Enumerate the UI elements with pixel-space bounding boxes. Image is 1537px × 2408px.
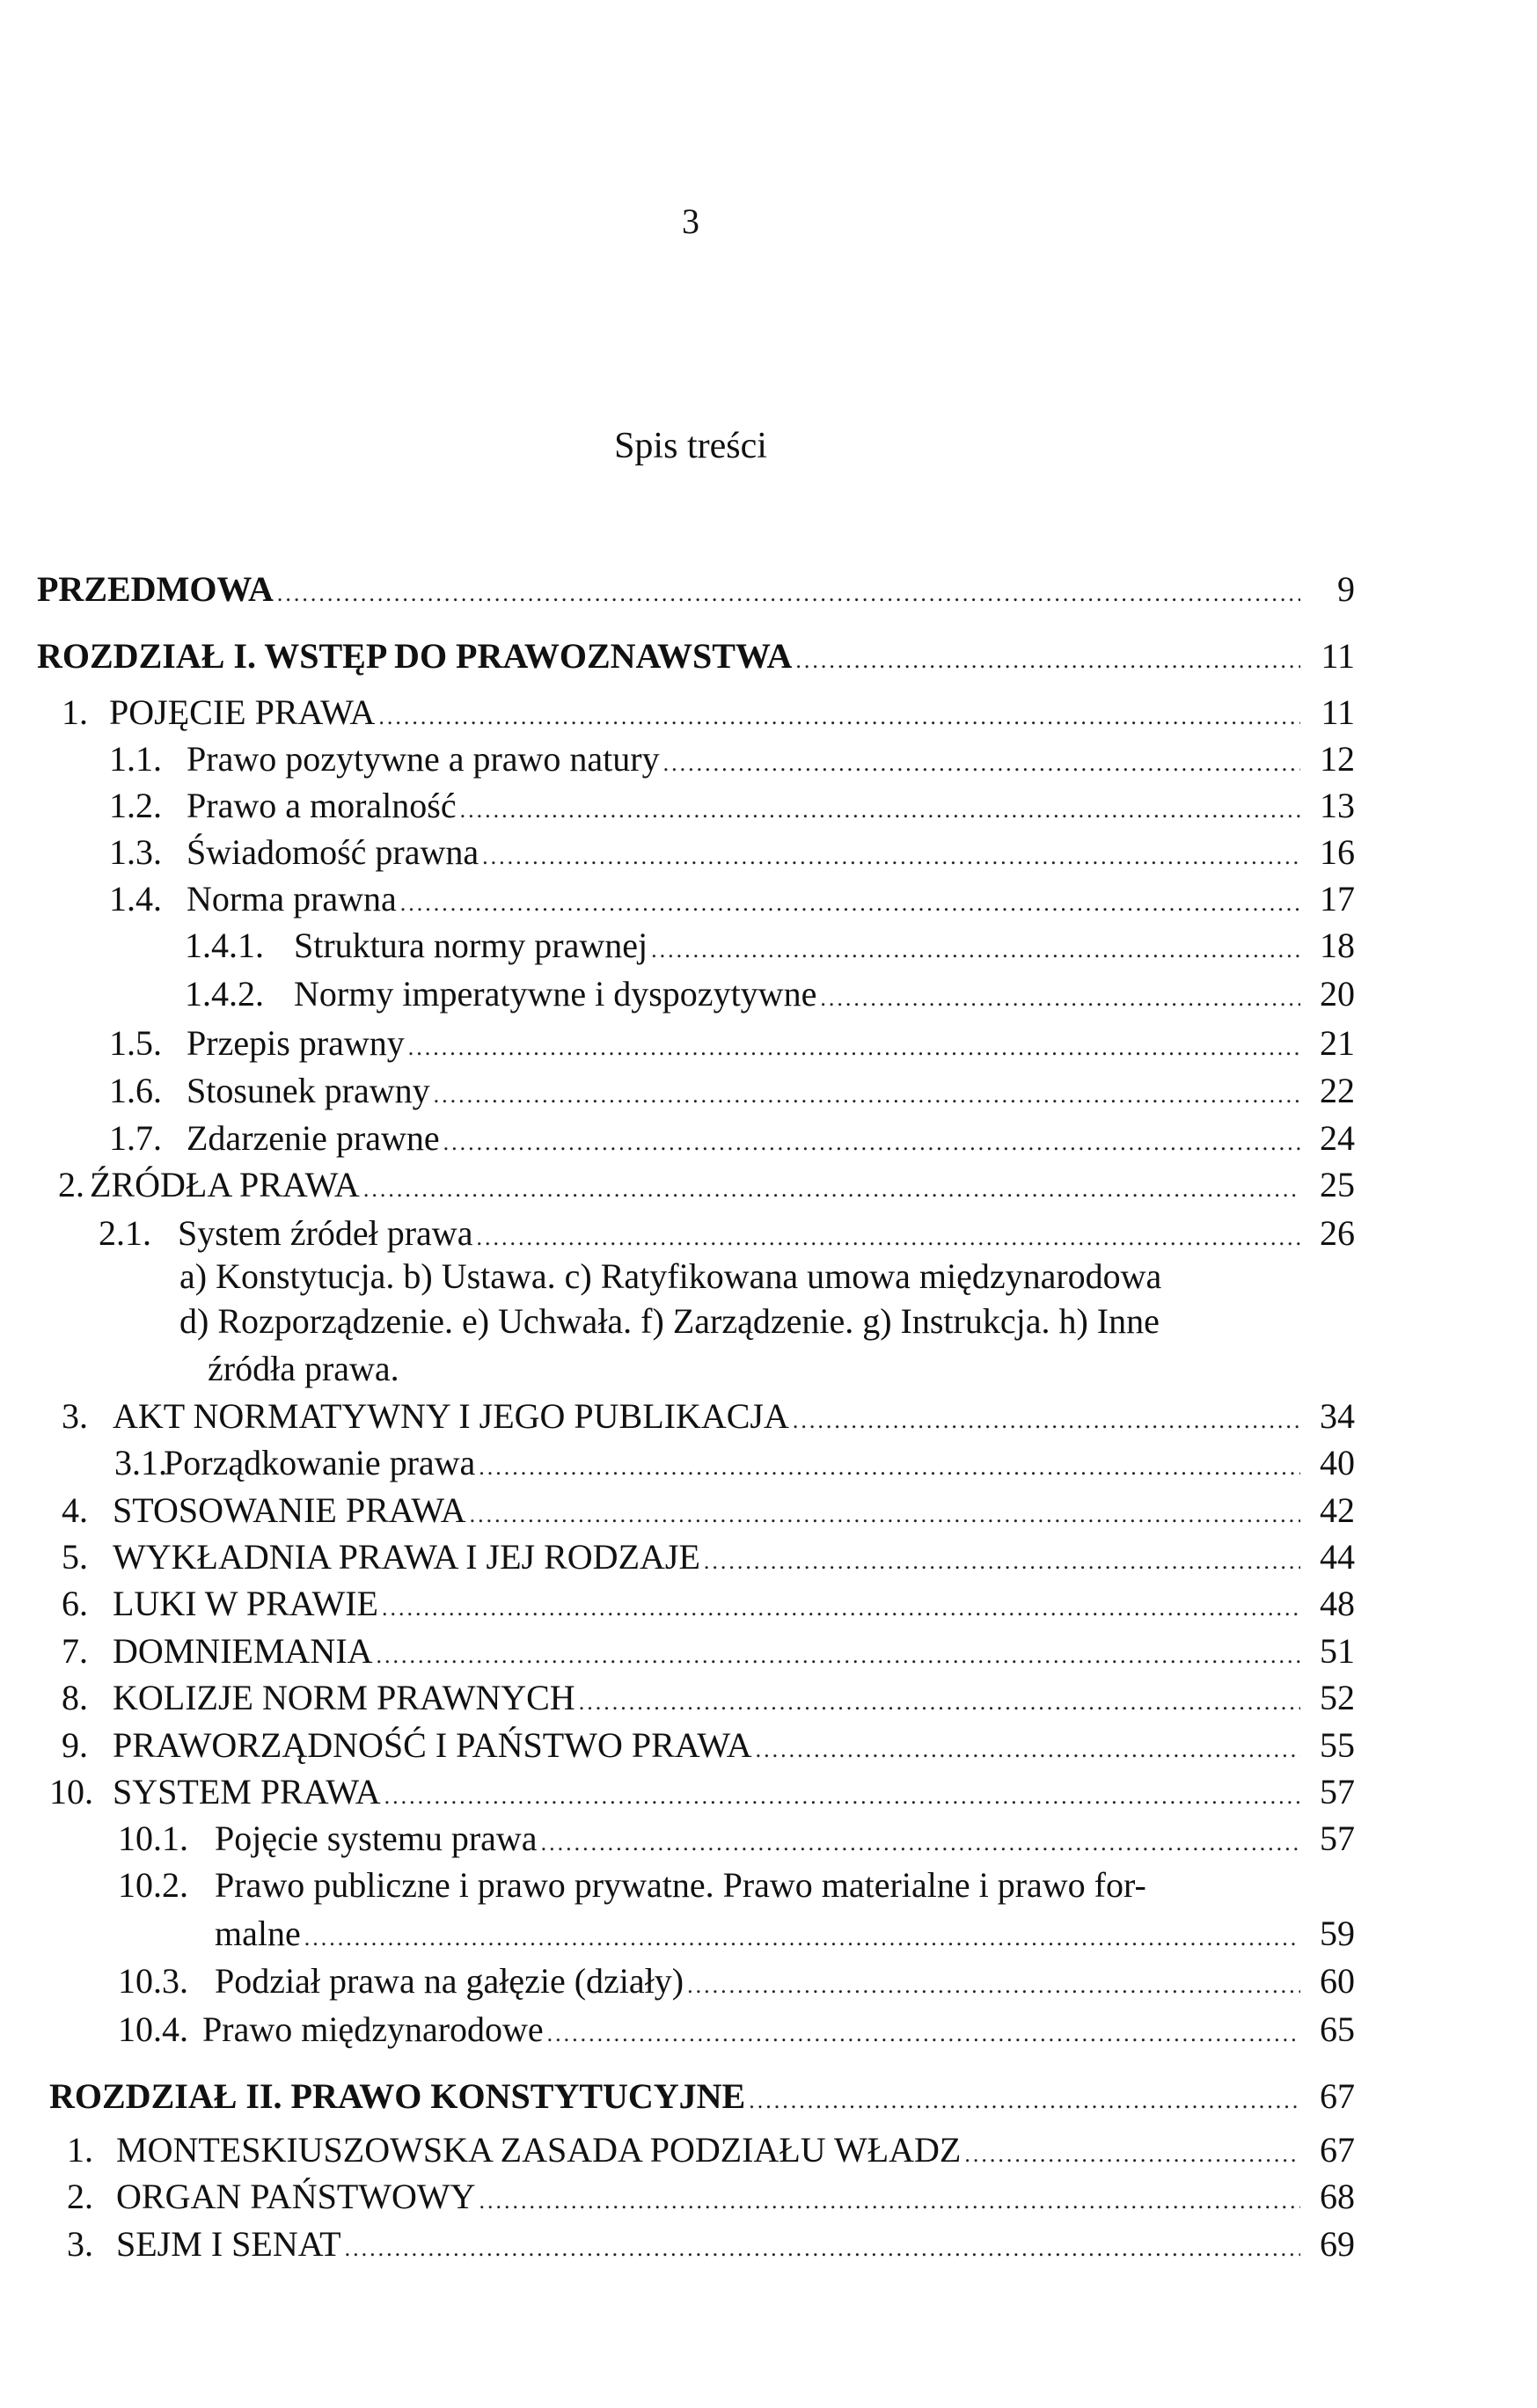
toc-entry-10[interactable]	[49, 1771, 1355, 1818]
leader-dots	[482, 836, 1300, 878]
entry-label: ŹRÓDŁA PRAWA	[90, 1165, 360, 1204]
sources-list-line: a) Konstytucja. b) Ustawa. c) Ratyfikowana umowa międzynarodowa	[179, 1256, 1162, 1296]
entry-page: 21	[1320, 1023, 1355, 1063]
toc-entry-4[interactable]	[62, 1489, 1355, 1536]
entry-number: 1.	[62, 692, 88, 732]
entry-number: 1.7.	[109, 1118, 162, 1158]
entry-number: 8.	[62, 1678, 88, 1717]
entry-number: 1.	[67, 2130, 93, 2170]
leader-dots	[704, 1541, 1300, 1583]
toc-entry-1-7[interactable]	[109, 1117, 1355, 1164]
toc-entry-przedmowa[interactable]	[37, 568, 1355, 615]
toc-entry-1-4[interactable]	[109, 878, 1355, 925]
entry-page: 18	[1320, 926, 1355, 965]
toc-entry-10-1[interactable]	[118, 1818, 1355, 1864]
entry-page: 13	[1320, 786, 1355, 825]
entry-label: Porządkowanie prawa	[164, 1443, 476, 1482]
entry-label: Zdarzenie prawne	[187, 1118, 440, 1158]
sources-list-line: źródła prawa.	[208, 1349, 399, 1388]
entry-page: 69	[1320, 2224, 1355, 2264]
toc-entry-ii-3[interactable]	[67, 2223, 1355, 2270]
leader-dots	[793, 1400, 1300, 1442]
entry-number: 3.1.	[114, 1443, 167, 1482]
leader-dots	[479, 2180, 1300, 2222]
toc-entry-3[interactable]	[62, 1395, 1355, 1442]
toc-entry-ii-1[interactable]	[67, 2129, 1355, 2176]
toc-entry-10-2[interactable]	[118, 1864, 1146, 1907]
leader-dots	[345, 2228, 1300, 2270]
toc-entry-ii-2[interactable]	[67, 2176, 1355, 2222]
entry-number: 1.4.2.	[185, 974, 264, 1014]
toc-entry-7[interactable]	[62, 1630, 1355, 1677]
entry-number: 10.3.	[118, 1961, 188, 2001]
entry-page: 59	[1320, 1914, 1355, 1953]
leader-dots	[408, 1027, 1300, 1069]
entry-number: 3.	[67, 2224, 93, 2264]
entry-label: System źródeł prawa	[178, 1213, 473, 1253]
toc-entry-9[interactable]	[62, 1724, 1355, 1771]
toc-entry-1[interactable]	[62, 692, 1355, 738]
entry-label: Przepis prawny	[187, 1023, 405, 1063]
entry-page: 48	[1320, 1584, 1355, 1623]
entry-number: 4.	[62, 1490, 88, 1530]
leader-dots	[377, 1635, 1300, 1677]
entry-page: 44	[1320, 1537, 1355, 1577]
entry-label: MONTESKIUSZOWSKA ZASADA PODZIAŁU WŁADZ	[116, 2130, 962, 2170]
entry-label: KOLIZJE NORM PRAWNYCH	[113, 1678, 575, 1717]
leader-dots	[541, 1822, 1300, 1864]
entry-label: ROZDZIAŁ I. WSTĘP DO PRAWOZNAWSTWA	[37, 636, 793, 676]
leader-dots	[579, 1681, 1300, 1724]
entry-number: 10.	[49, 1772, 93, 1811]
toc-entry-rozdzial-2[interactable]	[49, 2075, 1355, 2122]
entry-label: STOSOWANIE PRAWA	[113, 1490, 466, 1530]
entry-page: 57	[1320, 1772, 1355, 1811]
leader-dots	[304, 1917, 1300, 1959]
entry-label: WYKŁADNIA PRAWA I JEJ RODZAJE	[113, 1537, 700, 1577]
toc-entry-1-4-1[interactable]	[185, 925, 1355, 971]
leader-dots	[443, 1122, 1300, 1164]
leader-dots	[460, 789, 1300, 831]
entry-number: 6.	[62, 1584, 88, 1623]
entry-label: PRAWORZĄDNOŚĆ I PAŃSTWO PRAWA	[113, 1725, 752, 1765]
entry-page: 34	[1320, 1396, 1355, 1436]
toc-title: Spis treści	[614, 426, 767, 466]
entry-label: malne	[215, 1914, 301, 1953]
entry-label: DOMNIEMANIA	[113, 1631, 373, 1671]
entry-number: 9.	[62, 1725, 88, 1765]
toc-entry-2-1[interactable]	[99, 1212, 1355, 1259]
entry-page: 16	[1320, 832, 1355, 872]
entry-number: 10.4.	[118, 2009, 188, 2049]
toc-entry-5[interactable]	[62, 1536, 1355, 1583]
leader-dots	[663, 743, 1300, 785]
entry-number: 3.	[62, 1396, 88, 1436]
entry-number: 7.	[62, 1631, 88, 1671]
entry-label: SYSTEM PRAWA	[113, 1772, 381, 1811]
leader-dots	[820, 977, 1300, 1020]
entry-number: 1.1.	[109, 739, 162, 779]
entry-page: 67	[1320, 2076, 1355, 2116]
toc-entry-3-1[interactable]	[114, 1442, 1355, 1489]
entry-page: 60	[1320, 1961, 1355, 2001]
sources-list-line: d) Rozporządzenie. e) Uchwała. f) Zarządzenie. g) Instrukcja. h) Inne	[179, 1301, 1160, 1341]
entry-label: Podział prawa na gałęzie (działy)	[215, 1961, 684, 2001]
entry-label: Norma prawna	[187, 879, 397, 919]
entry-label: Prawo a moralność	[187, 786, 457, 825]
entry-label: Prawo międzynarodowe	[202, 2009, 544, 2049]
toc-entry-10-3[interactable]	[118, 1960, 1355, 2007]
entry-label: POJĘCIE PRAWA	[109, 692, 376, 732]
leader-dots	[382, 1587, 1300, 1629]
toc-entry-rozdzial-1[interactable]	[37, 635, 1355, 682]
toc-entry-1-1[interactable]	[109, 738, 1355, 785]
leader-dots	[749, 2080, 1300, 2122]
entry-number: 1.4.1.	[185, 926, 264, 965]
entry-number: 10.1.	[118, 1819, 188, 1858]
leader-dots	[476, 1217, 1300, 1259]
leader-dots	[651, 929, 1300, 971]
entry-number: 10.2.	[118, 1865, 188, 1905]
entry-label: Stosunek prawny	[187, 1071, 430, 1110]
entry-page: 55	[1320, 1725, 1355, 1765]
entry-number: 1.3.	[109, 832, 162, 872]
entry-number: 2.1.	[99, 1213, 151, 1253]
entry-page: 68	[1320, 2177, 1355, 2216]
entry-page: 26	[1320, 1213, 1355, 1253]
entry-label: Struktura normy prawnej	[294, 926, 648, 965]
entry-page: 25	[1320, 1165, 1355, 1204]
entry-label: AKT NORMATYWNY I JEGO PUBLIKACJA	[113, 1396, 789, 1436]
toc-entry-1-4-2[interactable]	[185, 973, 1355, 1020]
entry-page: 42	[1320, 1490, 1355, 1530]
toc-entry-1-2[interactable]	[109, 785, 1355, 831]
toc-entry-10-2-cont[interactable]	[215, 1913, 1355, 1959]
entry-page: 11	[1321, 636, 1355, 676]
entry-page: 9	[1337, 569, 1355, 609]
toc-entry-1-6[interactable]	[109, 1070, 1355, 1116]
entry-page: 12	[1320, 739, 1355, 779]
toc-entry-2[interactable]	[58, 1164, 1355, 1211]
entry-label: ORGAN PAŃSTWOWY	[116, 2177, 476, 2216]
entry-page: 65	[1320, 2009, 1355, 2049]
entry-page: 20	[1320, 974, 1355, 1014]
entry-label: Świadomość prawna	[187, 832, 479, 872]
entry-page: 57	[1320, 1819, 1355, 1858]
entry-page: 40	[1320, 1443, 1355, 1482]
entry-label: Prawo publiczne i prawo prywatne. Prawo materialne i prawo for-	[215, 1865, 1146, 1905]
leader-dots	[378, 696, 1300, 738]
entry-label: SEJM I SENAT	[116, 2224, 341, 2264]
entry-label: LUKI W PRAWIE	[113, 1584, 378, 1623]
entry-label: Prawo pozytywne a prawo natury	[187, 739, 660, 779]
entry-page: 52	[1320, 1678, 1355, 1717]
leader-dots	[363, 1168, 1300, 1211]
leader-dots	[470, 1494, 1300, 1536]
entry-number: 1.4.	[109, 879, 162, 919]
page-number: 3	[682, 201, 699, 241]
leader-dots	[479, 1446, 1300, 1489]
entry-number: 2.	[58, 1165, 84, 1204]
toc-entry-1-5[interactable]	[109, 1022, 1355, 1069]
leader-dots	[964, 2134, 1300, 2176]
entry-label: Pojęcie systemu prawa	[215, 1819, 538, 1858]
leader-dots	[795, 640, 1300, 682]
leader-dots	[384, 1775, 1300, 1818]
toc-entry-1-3[interactable]	[109, 831, 1355, 878]
entry-page: 24	[1320, 1118, 1355, 1158]
toc-entry-10-4[interactable]	[118, 2009, 1355, 2055]
leader-dots	[756, 1729, 1300, 1771]
entry-page: 51	[1320, 1631, 1355, 1671]
leader-dots	[687, 1965, 1300, 2007]
entry-number: 2.	[67, 2177, 93, 2216]
entry-number: 5.	[62, 1537, 88, 1577]
entry-number: 1.2.	[109, 786, 162, 825]
entry-page: 22	[1320, 1071, 1355, 1110]
entry-label: ROZDZIAŁ II. PRAWO KONSTYTUCYJNE	[49, 2076, 746, 2116]
leader-dots	[547, 2013, 1300, 2055]
entry-label: PRZEDMOWA	[37, 569, 274, 609]
entry-page: 17	[1320, 879, 1355, 919]
leader-dots	[277, 573, 1300, 615]
toc-entry-6[interactable]	[62, 1583, 1355, 1629]
entry-page: 11	[1321, 692, 1355, 732]
entry-number: 1.5.	[109, 1023, 162, 1063]
entry-label: Normy imperatywne i dyspozytywne	[294, 974, 817, 1014]
entry-number: 1.6.	[109, 1071, 162, 1110]
leader-dots	[400, 882, 1300, 925]
entry-page: 67	[1320, 2130, 1355, 2170]
toc-entry-8[interactable]	[62, 1677, 1355, 1724]
leader-dots	[434, 1074, 1300, 1116]
